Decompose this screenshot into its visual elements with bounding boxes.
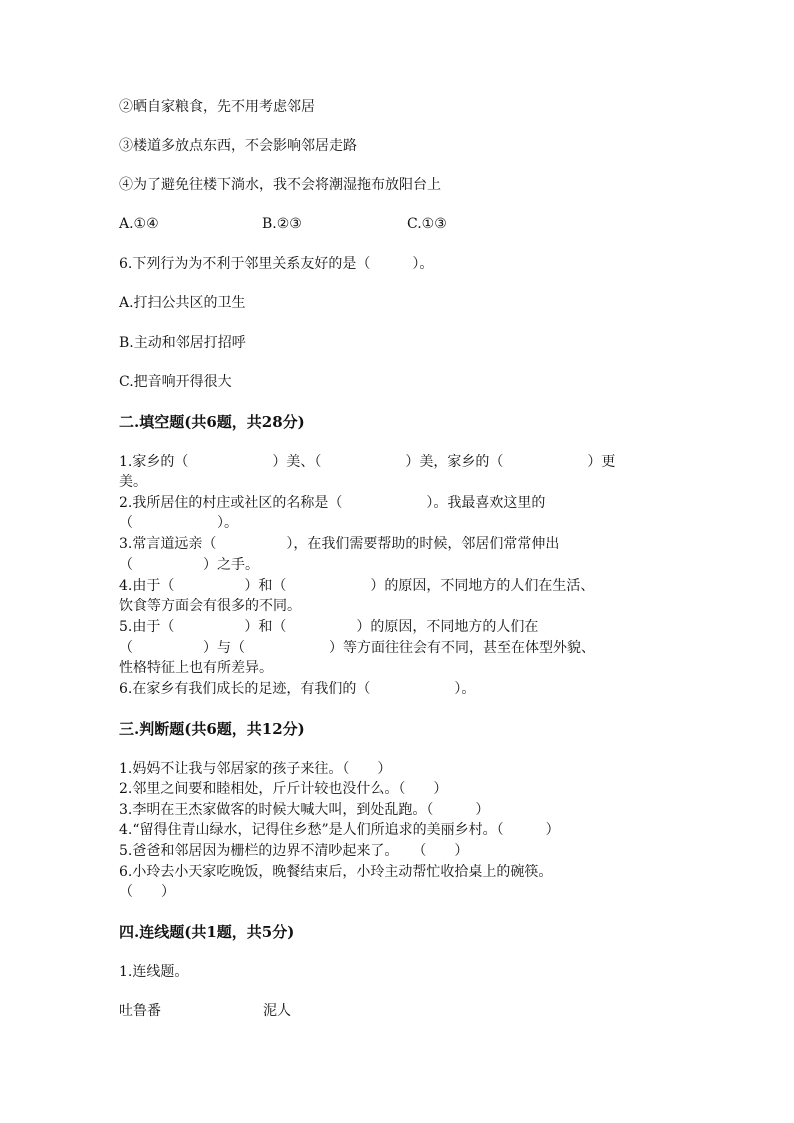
q6-option-c: C.把音响开得很大 [119,374,232,390]
fill-line: 4.由于（ ）和（ ）的原因，不同地方的人们在生活、 [119,578,595,594]
match-left-item: 吐鲁番 [119,1003,161,1019]
fill-line: 2.我所居住的村庄或社区的名称是（ ）。我最喜欢这里的 [119,495,546,511]
match-right-item: 泥人 [263,1003,291,1019]
fill-line: 5.由于（ ）和（ ）的原因，不同地方的人们在 [119,619,539,635]
q5-item-4: ④为了避免往楼下淌水，我不会将潮湿拖布放阳台上 [119,177,441,193]
judge-line: （ ） [119,884,175,900]
section-2-title: 二.填空题(共6题，共28分) [119,413,305,431]
judge-line: 1.妈妈不让我与邻居家的孩子来往。（ ） [119,761,392,777]
q5-option-a: A.①④ [119,216,159,232]
fill-line: 1.家乡的（ ）美、（ ）美，家乡的（ ）更 [119,454,616,470]
judge-line: 3.李明在王杰家做客的时候大喊大叫，到处乱跑。（ ） [119,802,490,818]
section-4-title: 四.连线题(共1题，共5分) [119,923,295,941]
q5-item-2: ②晒自家粮食，先不用考虑邻居 [119,99,315,115]
fill-line: 性格特征上也有所差异。 [119,660,273,676]
fill-line: （ ）之手。 [119,557,259,573]
fill-line: 3.常言道远亲（ ），在我们需要帮助的时候，邻居们常常伸出 [119,536,560,552]
q6-stem: 6.下列行为为不利于邻里关系友好的是（ ）。 [119,256,434,272]
q6-option-b: B.主动和邻居打招呼 [119,335,246,351]
fill-line: （ ）。 [119,515,238,531]
q5-option-b: B.②③ [262,216,302,232]
judge-line: 6.小玲去小天家吃晚饭，晚餐结束后，小玲主动帮忙收拾桌上的碗筷。 [119,864,553,880]
fill-line: （ ）与（ ）等方面往往会有不同，甚至在体型外貌、 [119,640,595,656]
judge-line: 5.爸爸和邻居因为栅栏的边界不清吵起来了。 （ ） [119,843,469,859]
match-question: 1.连线题。 [119,964,189,980]
q5-item-3: ③楼道多放点东西，不会影响邻居走路 [119,138,357,154]
fill-line: 美。 [119,474,147,490]
fill-line: 饮食等方面会有很多的不同。 [119,598,301,614]
q5-option-c: C.①③ [407,216,447,232]
section-3-title: 三.判断题(共6题，共12分) [119,720,305,738]
fill-line: 6.在家乡有我们成长的足迹，有我们的（ ）。 [119,681,476,697]
judge-line: 4.“留得住青山绿水，记得住乡愁”是人们所追求的美丽乡村。（ ） [119,822,560,838]
q6-option-a: A.打扫公共区的卫生 [119,295,246,311]
judge-line: 2.邻里之间要和睦相处，斤斤计较也没什么。（ ） [119,781,448,797]
